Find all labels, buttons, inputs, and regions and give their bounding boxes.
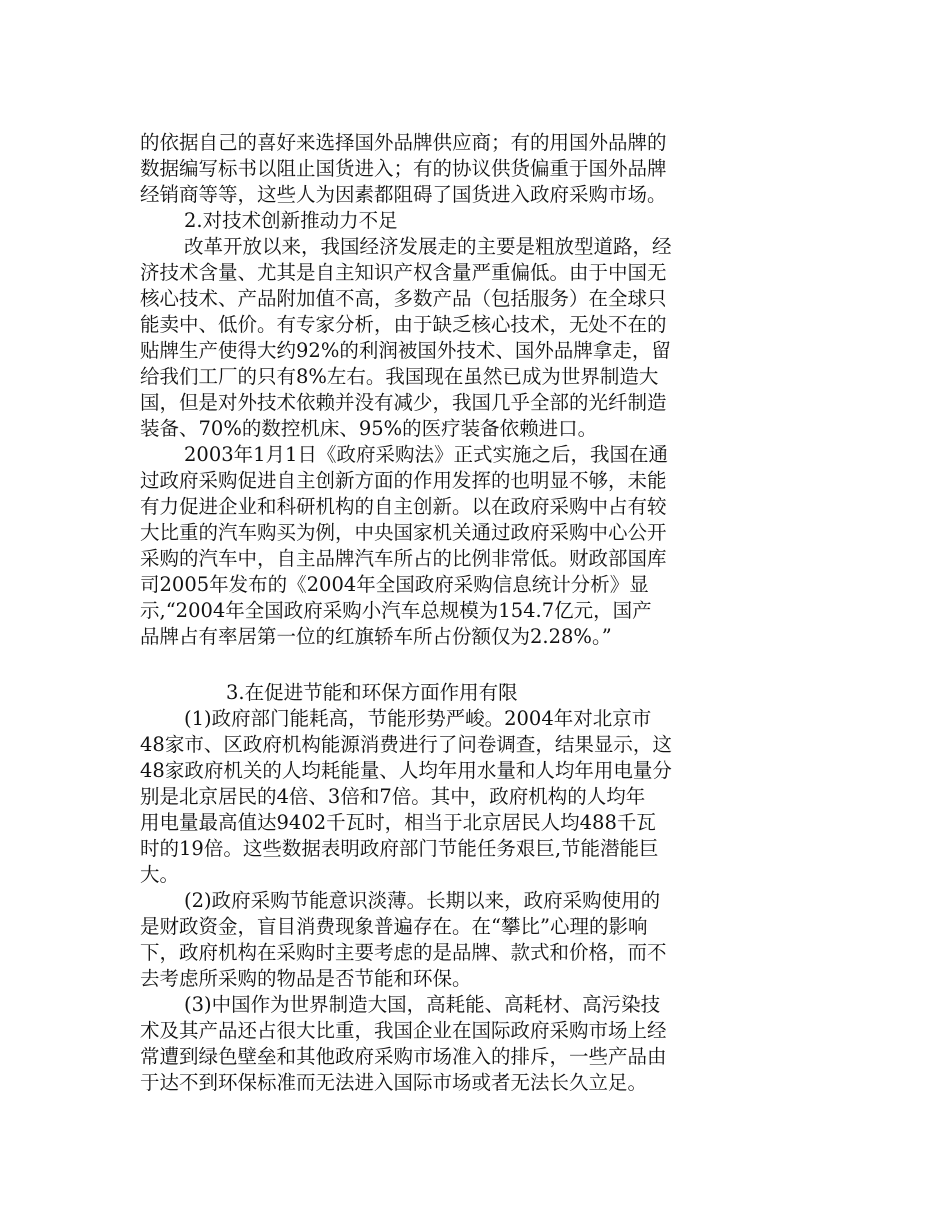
text-line: 大。	[140, 863, 180, 886]
paragraph-green-barriers	[140, 992, 745, 1096]
text-line: 去考虑所采购的物品是否节能和环保。	[140, 967, 472, 990]
text-line: 品牌占有率居第一位的红旗轿车所占份额仅为2.28%。”	[140, 625, 612, 648]
text-line: 时的19倍。这些数据表明政府部门节能任务艰巨,节能潜能巨	[140, 837, 659, 860]
text-line: 采购的汽车中，自主品牌汽车所占的比例非常低。财政部国库	[140, 547, 667, 570]
text-line: 的依据自己的喜好来选择国外品牌供应商；有的用国外品牌的	[140, 131, 667, 154]
text-line: 大比重的汽车购买为例，中央国家机关通过政府采购中心公开	[140, 521, 667, 544]
text-line: 是财政资金，盲目消费现象普遍存在。在“攀比”心理的影响	[140, 915, 648, 938]
text-line: 有力促进企业和科研机构的自主创新。以在政府采购中占有较	[140, 495, 667, 518]
text-line: 济技术含量、尤其是自主知识产权含量严重偏低。由于中国无	[140, 261, 667, 284]
paragraph-continuation	[140, 130, 745, 208]
paragraph-tech-dependency	[140, 234, 745, 442]
section-heading-3: 3.在促进节能和环保方面作用有限	[226, 681, 518, 704]
body-text	[140, 130, 745, 1096]
text-line: 经销商等等，这些人为因素都阻碍了国货进入政府采购市场。	[140, 183, 667, 206]
text-line: 2003年1月1日《政府采购法》正式实施之后，我国在通	[184, 443, 668, 466]
text-line: 于达不到环保标准而无法进入国际市场或者无法长久立足。	[140, 1071, 648, 1094]
text-line: 术及其产品还占很大比重，我国企业在国际政府采购市场上经	[140, 1019, 667, 1042]
text-line: 能卖中、低价。有专家分析，由于缺乏核心技术，无处不在的	[140, 313, 667, 336]
text-line: 国，但是对外技术依赖并没有减少，我国几乎全部的光纤制造	[140, 391, 667, 414]
text-line: 核心技术、产品附加值不高，多数产品（包括服务）在全球只	[140, 287, 667, 310]
text-line: 装备、70%的数控机床、95%的医疗装备依赖进口。	[140, 417, 598, 440]
text-line: (1)政府部门能耗高，节能形势严峻。2004年对北京市	[184, 707, 652, 730]
text-line: 示,“2004年全国政府采购小汽车总规模为154.7亿元，国产	[140, 599, 652, 622]
text-line: (3)中国作为世界制造大国，高耗能、高耗材、高污染技	[184, 993, 661, 1016]
paragraph-procurement-law	[140, 442, 745, 650]
text-line: 改革开放以来，我国经济发展走的主要是粗放型道路，经	[184, 235, 672, 258]
text-line: 常遭到绿色壁垒和其他政府采购市场准入的排斥，一些产品由	[140, 1045, 667, 1068]
text-line: 用电量最高值达9402千瓦时，相当于北京居民人均488千瓦	[140, 811, 656, 834]
paragraph-energy-awareness	[140, 888, 745, 992]
text-line: 数据编写标书以阻止国货进入；有的协议供货偏重于国外品牌	[140, 157, 667, 180]
text-line: 48家市、区政府机构能源消费进行了问卷调查，结果显示，这	[140, 733, 672, 756]
text-line: 别是北京居民的4倍、3倍和7倍。其中，政府机构的人均年	[140, 785, 646, 808]
text-line: 下，政府机构在采购时主要考虑的是品牌、款式和价格，而不	[140, 941, 667, 964]
paragraph-energy-consumption	[140, 706, 745, 888]
section-heading-2: 2.对技术创新推动力不足	[184, 209, 398, 232]
text-line: 给我们工厂的只有8%左右。我国现在虽然已成为世界制造大	[140, 365, 659, 388]
paragraph-gap	[140, 650, 745, 680]
text-line: 过政府采购促进自主创新方面的作用发挥的也明显不够，未能	[140, 469, 667, 492]
text-line: 贴牌生产使得大约92%的利润被国外技术、国外品牌拿走，留	[140, 339, 671, 362]
text-line: (2)政府采购节能意识淡薄。长期以来，政府采购使用的	[184, 889, 661, 912]
text-line: 司2005年发布的《2004年全国政府采购信息统计分析》显	[140, 573, 649, 596]
text-line: 48家政府机关的人均耗能量、人均年用水量和人均年用电量分	[140, 759, 672, 782]
